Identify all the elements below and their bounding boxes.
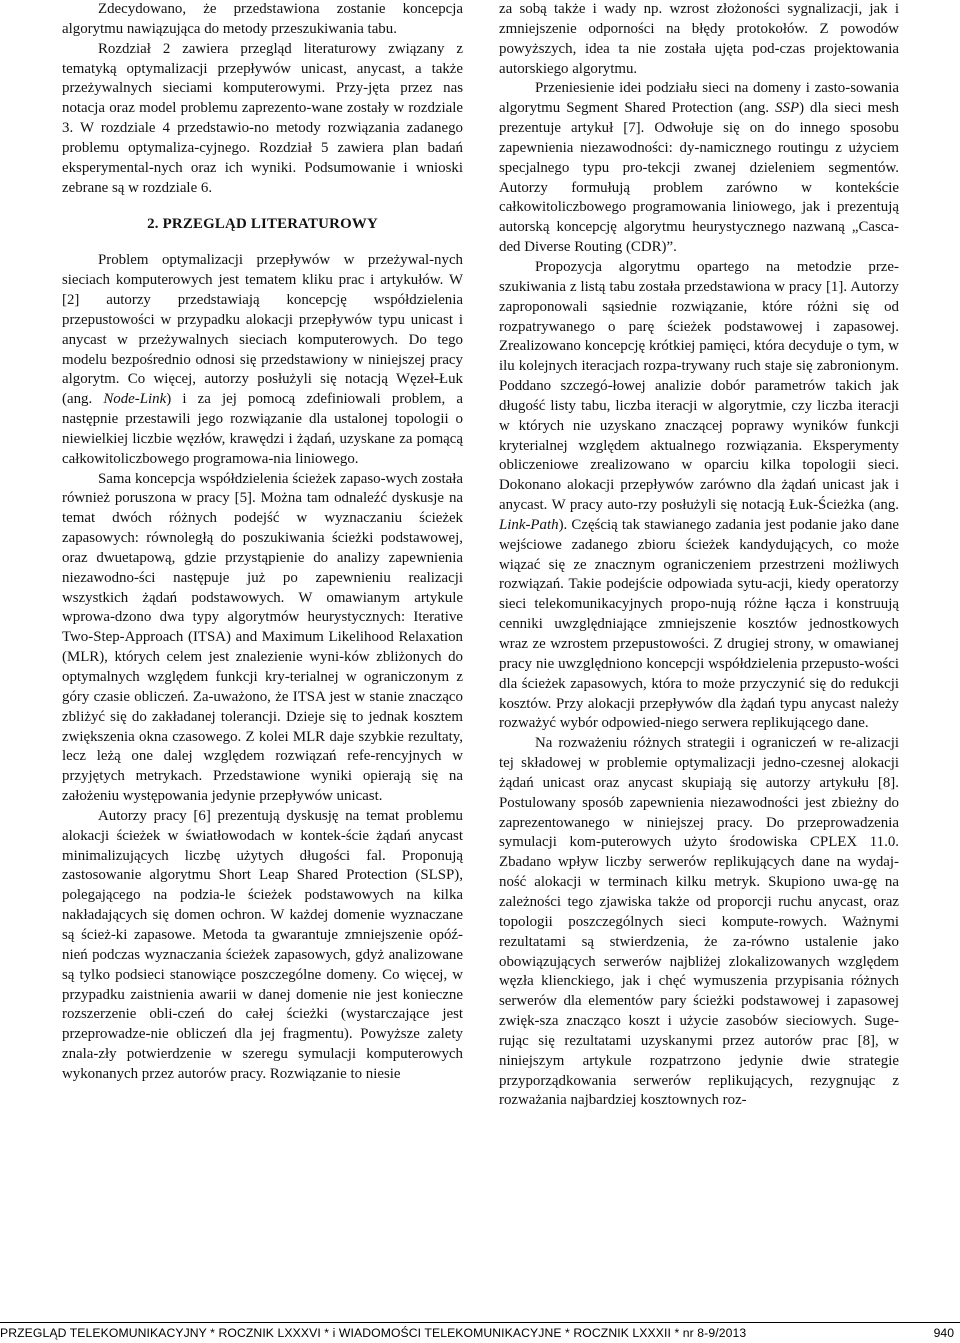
paragraph-replica-servers: Na rozważeniu różnych strategii i ograniczeń w re-alizacji tej składowej w problemie optymalizacji jedno-czesnej alokacji żądań unicast oraz anycast skupiają się autorzy artykułu [8]. Postulowany sposób zapewnienia niezawodności jest zbieżny do zaprezentowanego w niniejszej pracy. Do przeprowadzenia symulacji kom-puterowych użyto środowiska CPLEX 11.0. Zbadano wpływ liczby serwerów replikujących dane na wydaj-ność alokacji w terminach kilku metryk. Skupiono uwa-gę na zależności tego zjawiska także od proporcji ruchu anycast, oraz topologii poszczególnych sieci kompute-rowych. Ważnymi rezultatami są stwierdzenia, że za-równo ustalenie jako obowiązujących serwerów najbliżej zlokalizowanych względem węzła klienckiego, jak i chęć wymuszenia przypisania różnych serwerów dla elementów pary ścieżki podstawowej i zapasowej zwięk-sza znacząco koszt i użycie zasobów sieciowych. Suge-rując się rezultatami uzyskanymi przez autorów prac [8], w niniejszym artykule rozpatrzono jedynie dwie strategie przyporządkowania serwerów replikujących, rezygnując z rozważania najbardziej kosztownych roz- [499,735,899,1109]
right-column [499,0,899,1111]
text-span: ) i za jej pomocą zdefiniowali problem, a następnie przestawili jego rozwiązanie dla ustalonej topologii o niewielkiej liczbie węzłów, krawędzi i żądań, uzyskane za pomącą całkowitoliczbowego programowa-nia liniowego. [62,391,463,467]
text-span: Problem optymalizacji przepływów w przeżywal-nych sieciach komputerowych jest tematem kliku prac i artykułów. W [2] autorzy przedstawiają koncepcję współdzielenia przepustowości w przypadku alokacji przepływów typu unicast i anycast w przeżywalnych sieciach komputerowych. Do tego modelu bezpośrednio odnosi się przedstawiony w niniejszej pracy algorytm. Co więcej, autorzy posłużyli się notacją Węzeł-Łuk (ang. [62,252,463,408]
text-span: Propozycja algorytmu opartego na metodzie prze-szukiwania z listą tabu została przedstawiona w pracy [1]. Autorzy zaproponowali sąsiednie rozwiązanie, które różni się od rozpatrywanego o parę ścieżek podstawowej i zapasowej. Zrealizowano koncepcję krótkiej pamięci, która decyduje o tym, w ilu kolejnych iteracjach rozpa-trywany ruch staje się zabronionym. Poddano szczegó-łowej analizie dobór parametrów takich jak długość listy tabu, liczba iteracji w algorytmie, czy liczba iteracji w których nie uzyskano znaczącej poprawy wyników funkcji kryterialnej względem aktualnego rozwiązania. Eksperymenty obliczeniowe zrealizowano w oparciu kilka topologii sieci. Dokonano alokacji przepływów zarówno dla żądań unicast jak i anycast. W pracy auto-rzy posłużyli się notacją Łuk-Ścieżka (ang. [499,258,899,514]
emphasis-link-path: Link-Path [499,516,559,533]
left-column [62,0,463,1085]
paragraph-ssp [499,79,899,258]
paragraph-tabu-search [499,258,899,734]
footer-journal-title: PRZEGLĄD TELEKOMUNIKACYJNY * ROCZNIK LXXXVI * i WIADOMOŚCI TELEKOMUNIKACYJNE * ROCZNIK LXXXII * nr 8-9/2013 [0,1326,747,1340]
page-footer [0,1322,960,1343]
paragraph-algorithm-concept: Zdecydowano, że przedstawiona zostanie koncepcja algorytmu nawiązująca do metody przeszukiwania tabu. [62,1,463,37]
paragraph-literature-intro [62,251,463,469]
paragraph-continuation: za sobą także i wady np. wzrost złożoności sygnalizacji, jak i zmniejszenie odporności na błędy protokołów. Z powodów powyższych, idea ta nie została ujęta pod-czas projektowania autorskiego algorytmu. [499,1,899,77]
emphasis-ssp: SSP [775,100,800,117]
paragraph-backup-paths: Sama koncepcja współdzielenia ścieżek zapaso-wych została również poruszona w pracy [5]. Można tam odnaleźć dyskusje na temat dwóch różnych podejść w wyznaczaniu ścieżek zapasowych: równoległą do poszukiwania ścieżki podstawowej, oraz dwuetapową, gdzie przystąpienie do analizy zapewnienia niezawodno-ści następuje już po zapewnieniu realizacji wszystkich żądań podstawowych. W omawianym artykule wprowa-dzono dwa typy algorytmów heurystycznych: Iterative Two-Step-Approach (ITSA) and Maximum Likelihood Relaxation (MLR), których celem jest znalezienie wyni-ków zbliżonych do optymalnych względem funkcji kry-terialnej w ograniczonym z góry czasie obliczeń. Za-uważono, że ITSA jest w stanie znacząco zbliżyć się do zakładanej tolerancji. Dzieje się to jednak kosztem zwiększenia okna czasowego. Z kolei MLR daje szybkie rezultaty, lecz leżą one dalej względem rozwiązań refe-rencyjnych w przyjętych metrykach. Przedstawione wyniki opierają się na założeniu występowania jedynie przepływów unicast. [62,470,463,805]
text-span: ). Częścią tak stawianego zadania jest podanie jako dane wejściowe zadanego zbioru ścieżek kandydujących, co może wiązać się ze znacznym ograniczeniem przestrzeni możliwych rozwiązań. Takie podejście odpowiada sytu-acji, kiedy operatorzy sieci telekomunikacyjnych propo-nują różne łącza i konstruują cenniki uwzględniające zmniejszenie kosztów jednostkowych wraz ze wzrostem przepustowości. Z drugiej strony, w omawianej pracy nie uwzględniono koncepcji współdzielenia przepusto-wości dla ścieżek zapasowych, która to może przyczynić się do redukcji kosztów. Przy alokacji przepływów dla żądań typu anycast należy rozważyć wybór odpowied-niego serwera replikującego dane. [499,516,899,732]
text-span: Przeniesienie idei podziału sieci na domeny i zasto-sowania algorytmu Segment Shared Protection (ang. [499,80,899,117]
page-number: 940 [933,1326,954,1340]
paragraph-chapter-outline: Rozdział 2 zawiera przegląd literaturowy związany z tematyką optymalizacji przepływów unicast, anycast, a także przeżywalnych sieciami komputerowymi. Przy-jęta przez nas notacja oraz model problemu zaprezento-wane zostały w rozdziale 3. W rozdziale 4 przedstawio-no metody rozwiązania zadanego problemu optymaliza-cyjnego. Rozdział 5 zawiera plan badań eksperymental-nych oraz ich wyniki. Podsumowanie i wnioski zebrane są w rozdziale 6. [62,40,463,196]
section-heading-literature-review: 2. PRZEGLĄD LITERATUROWY [147,216,378,233]
text-span: ) dla sieci mesh prezentuje artykuł [7]. Odwołuje się on do innego sposobu zapewnienia niezawodności: dy-namicznego routingu z użyciem specjalnego typu pro-tekcji zwanej dzieleniem segmentów. Autorzy formułują problem zarówno w kontekście całkowitoliczbowego programowania liniowego, jak i prezentują autorską koncepcję algorytmu heurystycznego nazwaną „Casca-ded Diverse Routing (CDR)”. [499,100,899,256]
footer-divider [0,1322,960,1323]
paragraph-slsp: Autorzy pracy [6] prezentują dyskusję na temat problemu alokacji ścieżek w światłowodach w kontek-ście żądań anycast minimalizujących liczbę użytych długości fal. Proponują zastosowanie algorytmu Short Leap Shared Protection (SLSP), polegającego na podzia-le ścieżek podstawowych na kilka nakładających się domen ochron. W każdej domenie wyznaczane są ścież-ki zapasowe. Metoda ta gwarantuje zmniejszenie opóź-nień podczas wyznaczania ścieżek zapasowych, gdyż analizowane są tylko podsieci stanowiące poszczególne domeny. Co więcej, w przypadku zaistnienia awarii w danej domenie nie jest konieczne rozszerzenie obli-czeń do całej ścieżki (wystarczające jest przeprowadze-nie obliczeń dla jej fragmentu). Powyższe zalety znala-zły potwierdzenie w szeregu symulacji komputerowych wykonanych przez autorów pracy. Rozwiązanie to niesie [62,807,463,1082]
emphasis-node-link: Node-Link [103,391,167,408]
